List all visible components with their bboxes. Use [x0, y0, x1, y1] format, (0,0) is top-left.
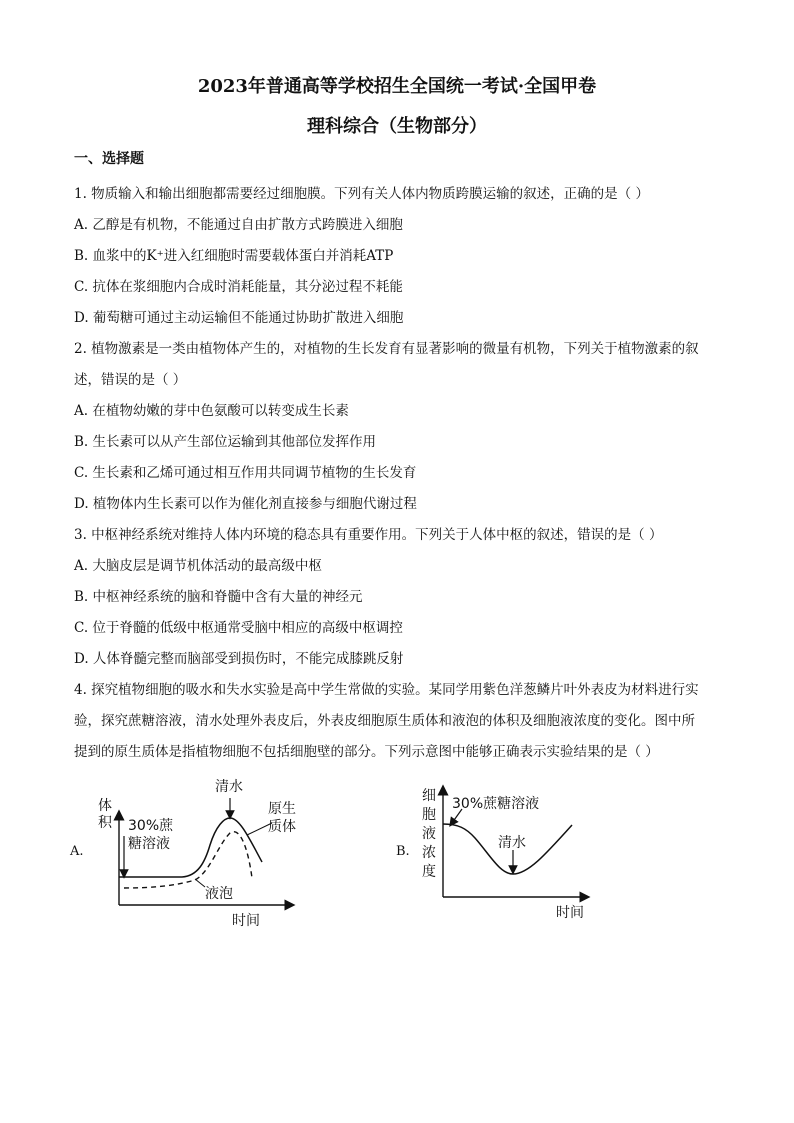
- question-3-option[interactable]: B. 中枢神经系统的脑和脊髓中含有大量的神经元: [74, 589, 363, 605]
- question-2-option[interactable]: D. 植物体内生长素可以作为催化剂直接参与细胞代谢过程: [74, 496, 417, 512]
- exam-subtitle: 理科综合（生物部分）: [307, 116, 487, 137]
- question-3-option[interactable]: A. 大脑皮层是调节机体活动的最高级中枢: [74, 558, 322, 574]
- question-2-stem-line: 2. 植物激素是一类由植物体产生的，对植物的生长发育有显著影响的微量有机物，下列关于植物激素的叙: [74, 341, 699, 357]
- figure-b-x-label: 时间: [556, 905, 584, 921]
- question-3-stem-line: 3. 中枢神经系统对维持人体内环境的稳态具有重要作用。下列关于人体中枢的叙述，错误的是（ ）: [74, 527, 663, 543]
- question-1-option[interactable]: A. 乙醇是有机物，不能通过自由扩散方式跨膜进入细胞: [74, 217, 403, 233]
- figure-a-protoplast-label: 原生 质体: [268, 801, 296, 835]
- question-1-stem-line: 1. 物质输入和输出细胞都需要经过细胞膜。下列有关人体内物质跨膜运输的叙述，正确的是（ ）: [74, 186, 649, 202]
- question-1-option[interactable]: B. 血浆中的K⁺进入红细胞时需要载体蛋白并消耗ATP: [74, 248, 394, 264]
- question-2-option[interactable]: C. 生长素和乙烯可通过相互作用共同调节植物的生长发育: [74, 465, 417, 481]
- question-4-stem-line: 验，探究蔗糖溶液，清水处理外表皮后，外表皮细胞原生质体和液泡的体积及细胞液浓度的变化。图中所: [74, 713, 695, 729]
- figure-b-option-label: B.: [396, 844, 410, 859]
- figure-a-option-label: A.: [70, 844, 84, 859]
- question-3-option[interactable]: D. 人体脊髓完整而脑部受到损伤时，不能完成膝跳反射: [74, 651, 404, 667]
- question-4-stem-line: 提到的原生质体是指植物细胞不包括细胞壁的部分。下列示意图中能够正确表示实验结果的是（ ）: [74, 744, 659, 760]
- question-4-stem-line: 4. 探究植物细胞的吸水和失水实验是高中学生常做的实验。某同学用紫色洋葱鳞片叶外表皮为材料进行实: [74, 682, 699, 698]
- figure-b-y-label: 细 胞 液 浓 度: [422, 788, 436, 880]
- figure-a-sucrose-label: 30%蔗 糖溶液: [128, 818, 174, 852]
- section-heading: 一、选择题: [74, 151, 144, 167]
- figure-a-x-label: 时间: [232, 913, 260, 929]
- question-2-option[interactable]: A. 在植物幼嫩的芽中色氨酸可以转变成生长素: [74, 403, 349, 419]
- question-3-option[interactable]: C. 位于脊髓的低级中枢通常受脑中相应的高级中枢调控: [74, 620, 403, 636]
- figure-a-water-label: 清水: [215, 779, 243, 795]
- figure-b-water-label: 清水: [498, 835, 526, 851]
- figure-a-vacuole-label: 液泡: [205, 886, 233, 902]
- question-2-stem-line: 述，错误的是（ ）: [74, 372, 187, 388]
- figure-b-sucrose-label: 30%蔗糖溶液: [452, 796, 540, 812]
- question-1-option[interactable]: D. 葡萄糖可通过主动运输但不能通过协助扩散进入细胞: [74, 310, 404, 326]
- question-2-option[interactable]: B. 生长素可以从产生部位运输到其他部位发挥作用: [74, 434, 377, 450]
- exam-title: 2023年普通高等学校招生全国统一考试·全国甲卷: [197, 76, 597, 97]
- figure-a-y-label: 体 积: [98, 798, 112, 831]
- question-1-option[interactable]: C. 抗体在浆细胞内合成时消耗能量，其分泌过程不耗能: [74, 279, 403, 295]
